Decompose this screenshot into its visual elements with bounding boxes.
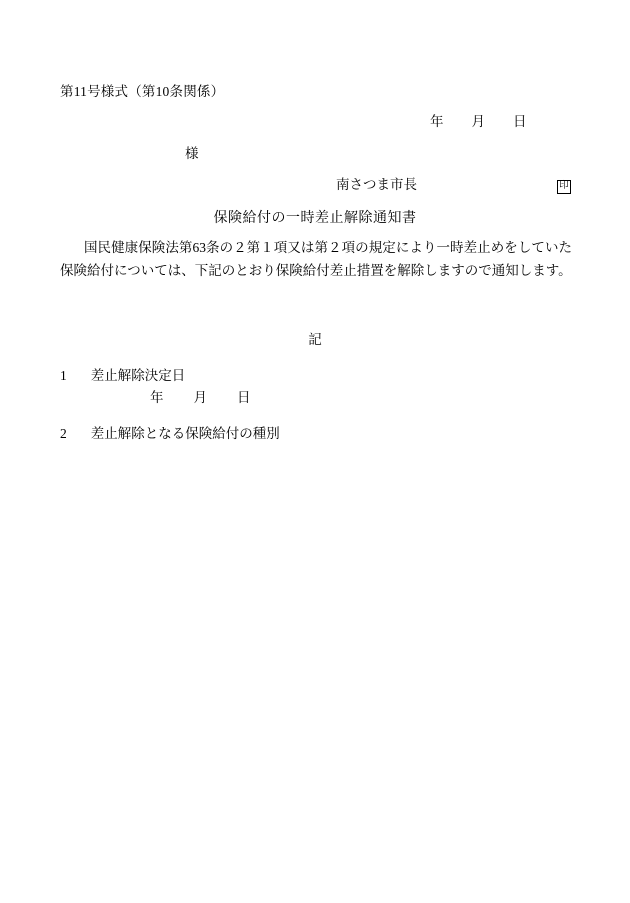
issuer-name: 南さつま市長: [336, 177, 417, 192]
issuer-line: [336, 173, 571, 194]
item-1-date-year: 年: [150, 390, 164, 405]
document-title: 保険給付の一時差止解除通知書: [213, 211, 417, 226]
item-1-date-month: 月: [193, 390, 207, 405]
issue-date-year: 年: [430, 114, 444, 129]
issue-date-line: [430, 110, 527, 130]
addressee-suffix: 様: [185, 146, 199, 161]
seal-stamp-icon: 印: [557, 180, 571, 194]
item-2-label: 差止解除となる保険給付の種別: [90, 426, 280, 441]
ki-marker: 記: [308, 332, 322, 347]
list-item-2: [60, 422, 280, 442]
item-1-date-day: 日: [237, 390, 251, 405]
form-number: 第11号様式（第10条関係）: [60, 84, 225, 99]
item-1-label: 差止解除決定日: [90, 368, 186, 383]
list-item-1: [60, 364, 185, 384]
body-paragraph: 国民健康保険法第63条の２第１項又は第２項の規定により一時差止めをしていた保険給付については、下記のとおり保険給付差止措置を解除しますので通知します。: [60, 240, 572, 278]
item-2-number: 2: [60, 426, 67, 441]
issue-date-month: 月: [471, 114, 485, 129]
item-1-date-line: [150, 386, 251, 406]
issue-date-day: 日: [513, 114, 527, 129]
item-1-number: 1: [60, 368, 67, 383]
